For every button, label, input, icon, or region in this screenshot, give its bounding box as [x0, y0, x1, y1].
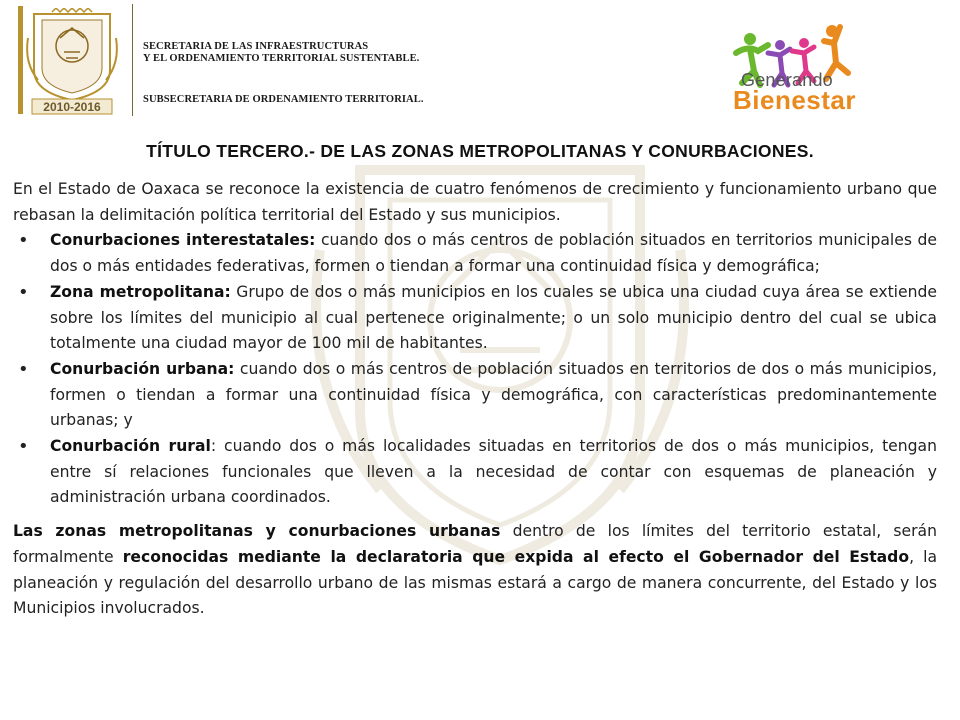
definition-text: : cuando dos o más localidades situadas en territorios de dos o más municipios, tengan entre sí relaciones funcionales que lleven a la necesidad de contar con esquemas de planeación y administración urbana coordinados. — [50, 437, 937, 507]
closing-bold-2: reconocidas mediante la declaratoria que expida al efecto el Gobernador del Estado — [122, 547, 910, 566]
list-item — [13, 280, 937, 357]
definition-text: Grupo de dos o más municipios en los cuales se ubica una ciudad cuya área se extiende sobre los límites del municipio al cual pertenece originalmente; o un solo municipio dentro del cual se ubica totalmente una ciudad mayor de 100 mil de habitantes. — [50, 282, 937, 353]
list-item — [13, 357, 937, 434]
bullet-icon: • — [18, 230, 29, 252]
agency-name-line1: SECRETARIA DE LAS INFRAESTRUCTURAS — [143, 41, 369, 52]
agency-name-line2: Y EL ORDENAMIENTO TERRITORIAL SUSTENTABLE. — [143, 53, 420, 64]
closing-bold-1: Las zonas metropolitanas y conurbaciones urbanas — [13, 522, 501, 541]
bullet-icon: • — [18, 281, 29, 303]
closing-text-1: dentro de los límites del territorio estatal, serán formalmente — [13, 522, 938, 566]
intro-paragraph: En el Estado de Oaxaca se reconoce la existencia de cuatro fenómenos de crecimiento y funcionamiento urbano que rebasan la delimitación política territorial del Estado y sus municipios. — [13, 180, 937, 224]
bullet-icon: • — [18, 436, 29, 458]
definition-term: Conurbación rural — [50, 437, 211, 456]
header-divider — [132, 4, 133, 116]
closing-paragraph — [13, 519, 937, 622]
closing-text-2: , la planeación y regulación del desarrollo urbano de las mismas estará a cargo de manera concurrente, del Estado y los Municipios involucrados. — [13, 547, 938, 618]
list-item — [13, 228, 937, 279]
brand-subtitle: Generando — [741, 70, 833, 90]
definitions-list — [13, 228, 937, 511]
section-title: TÍTULO TERCERO.- DE LAS ZONAS METROPOLITANAS Y CONURBACIONES. — [146, 141, 814, 161]
list-item — [13, 434, 937, 511]
brand-title: Bienestar — [733, 85, 856, 115]
bullet-icon: • — [18, 358, 29, 380]
document-body — [13, 177, 937, 622]
page-header — [0, 0, 960, 125]
definition-term: Conurbación urbana: — [50, 359, 235, 378]
definition-term: Conurbaciones interestatales: — [50, 231, 316, 250]
seal-years: 2010-2016 — [43, 100, 101, 114]
definition-text: cuando dos o más centros de población situados en territorios de dos o más municipios, formen o tiendan a formar una continuidad física y demográfica, con características predominantemente urbanas; y — [50, 359, 937, 430]
definition-text: cuando dos o más centros de población situados en territorios municipales de dos o más entidades federativas, formen o tiendan a formar una continuidad física y demográfica; — [50, 231, 937, 276]
definition-term: Zona metropolitana: — [50, 282, 231, 301]
subagency-name: SUBSECRETARIA DE ORDENAMIENTO TERRITORIAL. — [143, 94, 424, 105]
state-seal-logo — [22, 8, 122, 116]
